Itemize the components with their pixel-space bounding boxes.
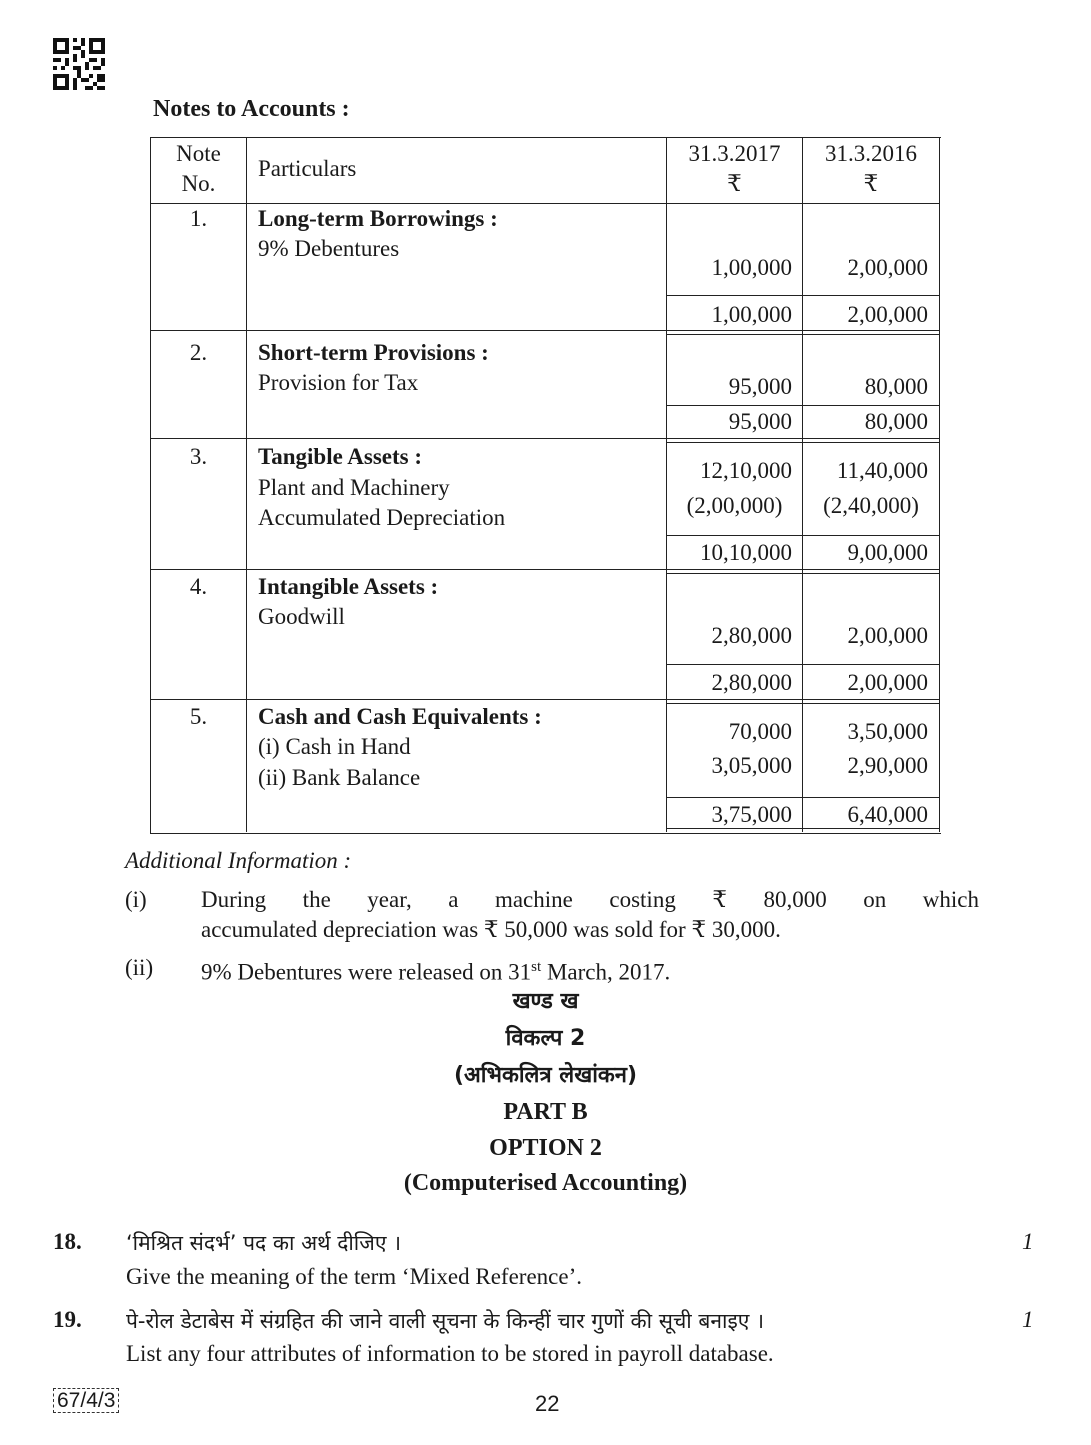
value-2016: 3,50,000 (847, 719, 928, 744)
note-item: (ii) Bank Balance (258, 765, 421, 790)
total-2017: 2,80,000 (711, 670, 792, 695)
table-rule (666, 573, 940, 574)
additional-info-text: During the year, a machine costing ₹ 80,000 on which (201, 887, 979, 912)
value-2017: 3,05,000 (711, 753, 792, 778)
option-heading: OPTION 2 (489, 1135, 602, 1161)
question-number: 19. (53, 1307, 82, 1332)
rupee-symbol: ₹ (863, 171, 879, 196)
note-title: Cash and Cash Equivalents : (258, 704, 542, 729)
header-note-line2: No. (181, 171, 216, 196)
notes-title: Notes to Accounts : (153, 96, 350, 122)
note-number: 4. (189, 574, 208, 599)
question-number: 18. (53, 1229, 82, 1254)
header-note-no (151, 139, 246, 199)
note-item: Goodwill (258, 604, 345, 629)
table-divider (246, 137, 247, 832)
debenture-date-text: March, 2017. (541, 959, 671, 985)
question-text-hindi: पे-रोल डेटाबेस में संग्रहित की जाने वाली सूचना के किन्हीं चार गुणों की सूची बनाइए । (126, 1309, 765, 1333)
value-2017: 70,000 (728, 719, 792, 744)
header-note-line1: Note (176, 141, 221, 166)
note-item: Plant and Machinery (258, 475, 450, 500)
header-col-2016-date: 31.3.2016 (825, 141, 917, 166)
rupee-symbol: ₹ (727, 171, 742, 196)
note-title: Tangible Assets : (258, 444, 423, 469)
value-2016: 2,00,000 (847, 623, 928, 648)
total-2016: 9,00,000 (847, 540, 928, 565)
table-rule (666, 334, 940, 335)
value-2016: 2,90,000 (847, 753, 928, 778)
note-number: 1. (189, 206, 208, 231)
question-marks: 1 (1022, 1307, 1034, 1332)
header-particulars: Particulars (258, 156, 357, 181)
value-2016: 80,000 (864, 374, 928, 399)
table-rule (150, 330, 940, 331)
note-number: 5. (189, 704, 208, 729)
value-2017: (2,00,000) (686, 493, 783, 518)
value-2017: 1,00,000 (711, 255, 792, 280)
note-item: Accumulated Depreciation (258, 505, 506, 530)
header-col-2016 (803, 139, 939, 199)
subject-heading-hindi: (अभिकलित्र लेखांकन) (453, 1063, 638, 1088)
ordinal-suffix: st (531, 959, 542, 975)
header-col-2017-date: 31.3.2017 (688, 141, 781, 166)
value-2016: 11,40,000 (836, 458, 928, 483)
note-number: 3. (189, 444, 208, 469)
table-rule (150, 438, 940, 439)
additional-info-title: Additional Information : (125, 848, 352, 873)
total-2017: 1,00,000 (711, 302, 792, 327)
additional-info-text (201, 952, 670, 988)
total-2016: 2,00,000 (847, 670, 928, 695)
question-text-english: List any four attributes of information to be stored in payroll database. (126, 1341, 774, 1366)
section-heading-hindi: खण्ड ख (512, 989, 579, 1014)
note-item: 9% Debentures (258, 236, 400, 261)
subtotal-rule (666, 797, 940, 798)
paper-code-box: 67/4/3 (53, 1388, 119, 1413)
value-2017: 2,80,000 (711, 623, 792, 648)
subtotal-rule (666, 664, 940, 665)
total-2016: 80,000 (864, 409, 928, 434)
additional-info-text: accumulated depreciation was ₹ 50,000 was sold for ₹ 30,000. (201, 917, 781, 942)
table-rule (150, 699, 940, 700)
value-2017: 12,10,000 (700, 458, 792, 483)
additional-info-label: (ii) (125, 955, 154, 980)
part-heading: PART B (503, 1099, 588, 1125)
page-number: 22 (535, 1391, 560, 1416)
option-heading-hindi: विकल्प 2 (505, 1026, 586, 1051)
note-item: (i) Cash in Hand (258, 734, 411, 759)
table-rule (666, 703, 940, 704)
value-2016: 2,00,000 (847, 255, 928, 280)
question-text-hindi: ‘मिश्रित संदर्भ’ पद का अर्थ दीजिए । (126, 1231, 402, 1255)
table-rule (666, 442, 940, 443)
value-2017: 95,000 (728, 374, 792, 399)
subtotal-rule (666, 405, 940, 406)
table-rule (150, 569, 940, 570)
subtotal-rule (666, 295, 940, 296)
total-2017: 3,75,000 (711, 802, 792, 827)
qr-code-icon (53, 38, 105, 90)
note-item: Provision for Tax (258, 370, 419, 395)
total-2016: 6,40,000 (847, 802, 928, 827)
question-text-english: Give the meaning of the term ‘Mixed Reference’. (126, 1264, 582, 1289)
value-2016: (2,40,000) (823, 493, 919, 518)
note-title: Intangible Assets : (258, 574, 439, 599)
subject-heading: (Computerised Accounting) (403, 1170, 688, 1196)
debenture-text: 9% Debentures were released on 31 (201, 959, 532, 985)
additional-info-label: (i) (125, 887, 147, 912)
total-2017: 95,000 (728, 409, 792, 434)
header-col-2017 (667, 139, 802, 199)
paper-code (53, 1389, 119, 1413)
table-divider (939, 137, 940, 832)
subtotal-rule (666, 535, 940, 536)
total-2017: 10,10,000 (700, 540, 792, 565)
question-marks: 1 (1022, 1229, 1034, 1254)
note-title: Long-term Borrowings : (258, 206, 498, 231)
note-title: Short-term Provisions : (258, 340, 489, 365)
total-2016: 2,00,000 (847, 302, 928, 327)
note-number: 2. (189, 340, 208, 365)
